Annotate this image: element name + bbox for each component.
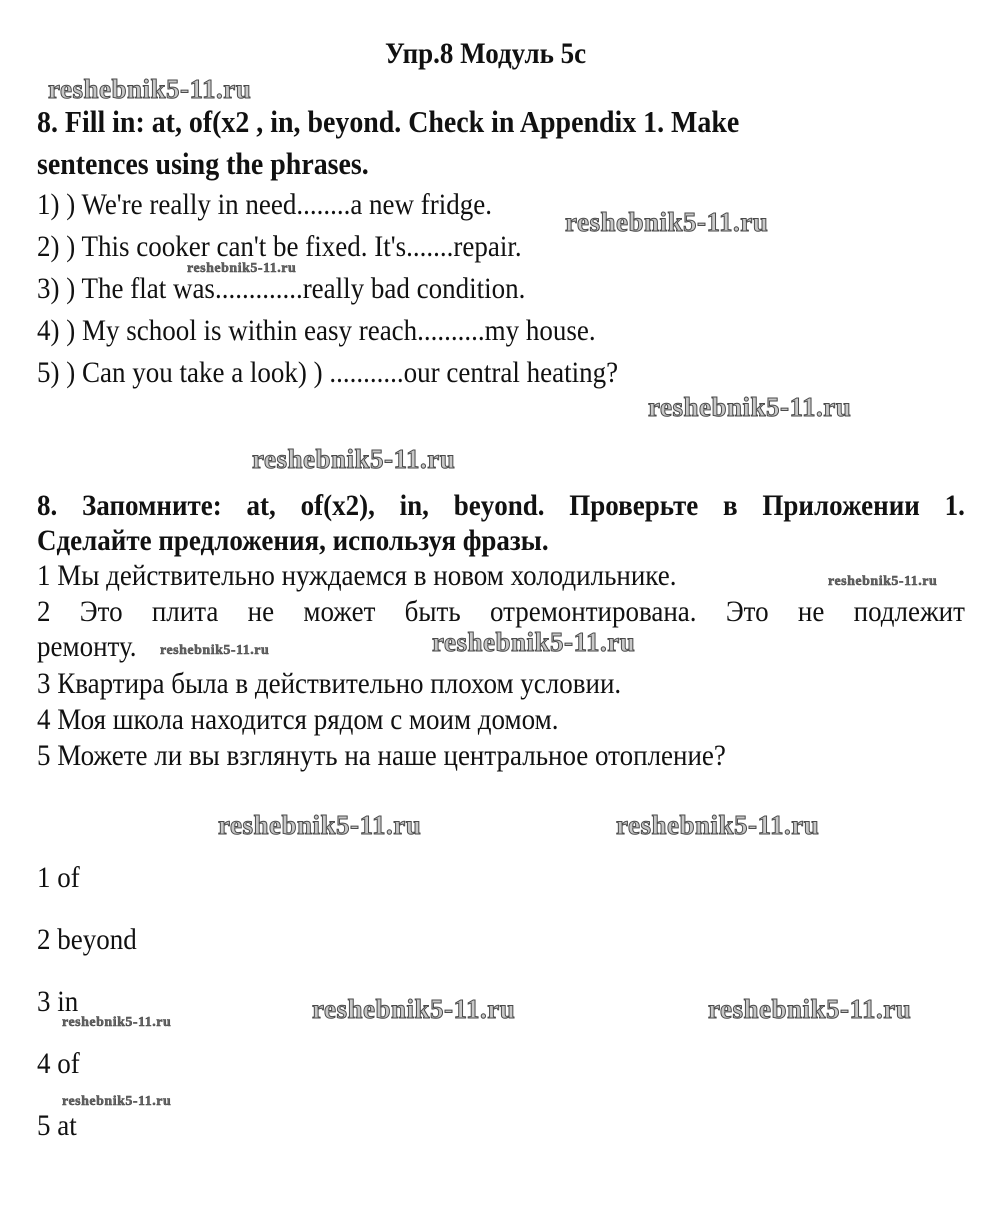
translation-item-cont: ремонту. [37, 630, 137, 663]
exercise-item: 5) ) Can you take a look) ) ...........our central heating? [37, 356, 619, 389]
page-title: Упр.8 Модуль 5c [385, 37, 587, 70]
exercise-item: 3) ) The flat was.............really bad condition. [37, 272, 526, 305]
translation-item: 3 Квартира была в действительно плохом условии. [37, 667, 622, 700]
watermark: reshebnik5-11.ru [432, 627, 636, 657]
exercise-item: 2) ) This cooker can't be fixed. It's.......repair. [37, 230, 522, 263]
translation-item: 4 Моя школа находится рядом с моим домом. [37, 703, 559, 736]
answer-item: 3 in [37, 985, 79, 1018]
answer-item: 1 of [37, 861, 80, 894]
watermark: reshebnik5-11.ru [62, 1094, 172, 1109]
watermark: reshebnik5-11.ru [62, 1015, 172, 1030]
watermark: reshebnik5-11.ru [48, 74, 252, 104]
translation-item: 5 Можете ли вы взглянуть на наше центральное отопление? [37, 739, 726, 772]
translation-item: 1 Мы действительно нуждаемся в новом холодильнике. [37, 559, 677, 592]
russian-heading: 8. Запомните: at, of(x2), in, beyond. Проверьте в Приложении 1. [37, 489, 965, 522]
russian-heading-cont: Сделайте предложения, используя фразы. [37, 524, 549, 557]
watermark: reshebnik5-11.ru [218, 810, 422, 840]
answer-item: 5 at [37, 1109, 77, 1142]
watermark: reshebnik5-11.ru [312, 994, 516, 1024]
watermark: reshebnik5-11.ru [565, 207, 769, 237]
exercise-item: 4) ) My school is within easy reach..........my house. [37, 314, 596, 347]
watermark: reshebnik5-11.ru [708, 994, 912, 1024]
translation-item: 2 Это плита не может быть отремонтирована. Это не подлежит [37, 595, 965, 628]
english-heading: 8. Fill in: at, of(x2 , in, beyond. Check in Appendix 1. Make [37, 104, 740, 139]
watermark: reshebnik5-11.ru [160, 643, 270, 658]
answer-item: 4 of [37, 1047, 80, 1080]
watermark: reshebnik5-11.ru [616, 810, 820, 840]
answer-item: 2 beyond [37, 923, 137, 956]
watermark: reshebnik5-11.ru [648, 392, 852, 422]
english-heading-cont: sentences using the phrases. [37, 146, 369, 181]
watermark: reshebnik5-11.ru [252, 444, 456, 474]
watermark: reshebnik5-11.ru [828, 574, 938, 589]
watermark: reshebnik5-11.ru [187, 261, 297, 276]
exercise-item: 1) ) We're really in need........a new fridge. [37, 188, 493, 221]
